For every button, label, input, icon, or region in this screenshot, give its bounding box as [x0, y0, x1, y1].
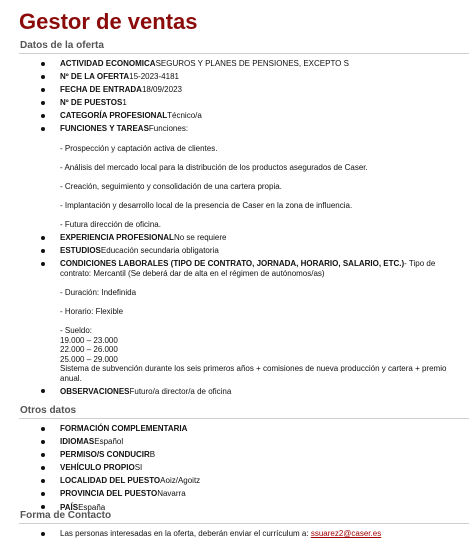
contact-text: Las personas interesadas en la oferta, deberán enviar el currículum a:	[60, 529, 311, 538]
bullet-icon	[41, 532, 45, 536]
bullet-icon	[41, 492, 45, 496]
list-item-province	[60, 489, 468, 499]
field-value: SEGUROS Y PLANES DE PENSIONES, EXCEPTO S	[155, 59, 349, 68]
list-item-training	[60, 424, 468, 434]
bullet-icon	[41, 101, 45, 105]
salary-line: 19.000 – 23.000	[60, 335, 118, 345]
bullet-icon	[41, 453, 45, 457]
field-value: Navarra	[157, 489, 186, 499]
list-item-contact	[60, 529, 468, 539]
field-value: Educación secundaria obligatoria	[100, 246, 219, 256]
contact-email-link[interactable]: ssuarez2@caser.es	[310, 529, 382, 538]
list-item-offer-number	[60, 72, 468, 82]
field-value: Aoiz/Agoitz	[160, 476, 201, 486]
list-item-entry-date	[60, 85, 468, 95]
field-label: FUNCIONES Y TAREAS	[60, 124, 149, 134]
list-item-functions	[60, 124, 468, 229]
field-label: EXPERIENCIA PROFESIONAL	[60, 233, 174, 243]
bullet-icon	[41, 88, 45, 92]
list-item-observations	[60, 387, 468, 397]
section-divider	[19, 53, 469, 54]
bullet-icon	[41, 236, 45, 240]
list-item-vehicle	[60, 463, 468, 473]
bullet-icon	[41, 466, 45, 470]
field-label: CONDICIONES LABORALES (TIPO DE CONTRATO, JORNADA, HORARIO, SALARIO, ETC.)	[60, 259, 405, 269]
list-item-category	[60, 111, 468, 121]
section-divider	[19, 523, 469, 524]
function-paragraph: - Prospección y captación activa de clientes.	[60, 143, 218, 153]
condition-duration: - Duración: Indefinida	[60, 287, 137, 297]
field-value: España	[78, 502, 106, 512]
field-label: OBSERVACIONES	[60, 386, 130, 396]
contact-list	[60, 529, 468, 542]
bullet-icon	[41, 389, 45, 393]
bullet-icon	[41, 479, 45, 483]
function-paragraph: - Creación, seguimiento y consolidación de una cartera propia.	[60, 181, 282, 191]
field-value: Funciones:	[148, 124, 189, 134]
list-item-languages	[60, 437, 468, 447]
field-value: B	[149, 450, 156, 460]
condition-salary-title: - Sueldo:	[60, 326, 93, 335]
field-label: IDIOMAS	[60, 437, 95, 447]
salary-line: 22.000 – 26.000	[60, 345, 118, 354]
field-label: ESTUDIOS	[60, 246, 101, 256]
list-item-experience	[60, 233, 468, 243]
bullet-icon	[41, 440, 45, 444]
list-item-locality	[60, 476, 468, 486]
bullet-icon	[41, 427, 45, 431]
list-item-activity	[60, 59, 468, 69]
field-label: VEHÍCULO PROPIO	[60, 463, 135, 473]
field-value: Español	[94, 437, 124, 447]
field-label: FORMACIÓN COMPLEMENTARIA	[60, 424, 188, 433]
function-paragraph: - Implantación y desarrollo local de la presencia de Caser en la zona de influencia.	[60, 200, 353, 210]
bullet-icon	[41, 62, 45, 66]
field-value: SI	[134, 463, 143, 473]
field-value: No se requiere	[173, 233, 227, 243]
bullet-icon	[41, 75, 45, 79]
salary-line: 25.000 – 29.000	[60, 354, 118, 364]
list-item-positions	[60, 98, 468, 108]
field-value: 1	[122, 98, 127, 108]
field-value: 18/09/2023	[141, 85, 182, 95]
field-label: Nº DE PUESTOS	[60, 98, 123, 108]
section-title-other: Otros datos	[20, 405, 77, 416]
section-title-offer: Datos de la oferta	[20, 40, 104, 51]
bullet-icon	[41, 114, 45, 118]
list-item-country	[60, 503, 468, 513]
bullet-icon	[41, 249, 45, 253]
list-item-conditions	[60, 259, 468, 383]
field-label: ACTIVIDAD ECONOMICA	[60, 59, 156, 68]
field-value: Técnico/a	[167, 111, 202, 121]
bullet-icon	[41, 127, 45, 131]
function-paragraph: - Futura dirección de oficina.	[60, 219, 161, 229]
field-label: FECHA DE ENTRADA	[60, 85, 142, 95]
page-title: Gestor de ventas	[19, 9, 198, 34]
field-label: Nº DE LA OFERTA	[60, 72, 130, 82]
field-label: LOCALIDAD DEL PUESTO	[60, 476, 161, 486]
field-label: PERMISO/S CONDUCIR	[60, 450, 150, 460]
other-details-list	[60, 424, 468, 516]
field-value: 15-2023-4181	[129, 72, 179, 82]
list-item-studies	[60, 246, 468, 256]
bullet-icon	[41, 505, 45, 509]
field-label: PROVINCIA DEL PUESTO	[60, 489, 158, 499]
field-value: Futuro/a director/a de oficina	[129, 386, 232, 396]
section-title-contact: Forma de Contacto	[20, 510, 112, 521]
bullet-icon	[41, 262, 45, 266]
offer-details-list	[60, 59, 468, 400]
field-label: CATEGORÍA PROFESIONAL	[60, 111, 168, 121]
list-item-license	[60, 450, 468, 460]
section-divider	[19, 418, 469, 419]
field-value: - Tipo de contrato: Mercantil (Se deberá dar de alta en el régimen de autónomos/as)	[60, 259, 436, 278]
condition-schedule: - Horario: Flexible	[60, 306, 124, 316]
salary-note: Sistema de subvención durante los seis primeros años + comisiones de nueva producción y cartera + premio anual.	[60, 364, 447, 383]
field-label: PAÍS	[60, 502, 79, 512]
function-paragraph: - Análisis del mercado local para la distribución de los productos asegurados de Caser.	[60, 162, 368, 172]
